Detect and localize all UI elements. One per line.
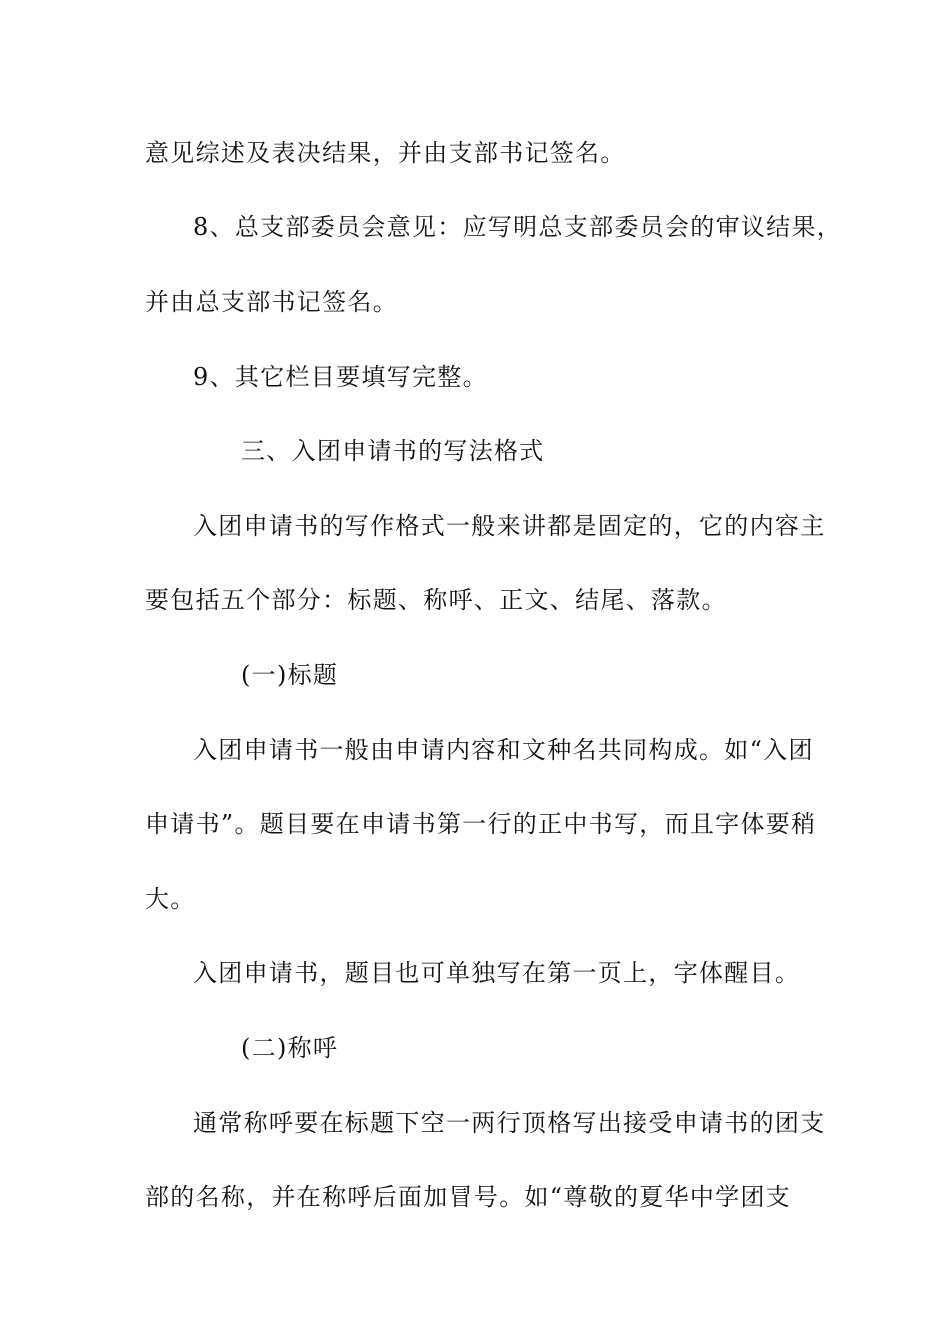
list-item-9: 9、其它栏目要填写完整。 <box>193 363 488 391</box>
body-text-line: 入团申请书一般由申请内容和文种名共同构成。如“入团 <box>193 736 814 764</box>
body-text-line: 申请书”。题目要在申请书第一行的正中书写，而且字体要稍 <box>145 810 817 838</box>
body-text-line: 要包括五个部分：标题、称呼、正文、结尾、落款。 <box>145 586 727 614</box>
body-text-line: 通常称呼要在标题下空一两行顶格写出接受申请书的团支 <box>193 1109 826 1137</box>
body-text-line: 大。 <box>145 885 196 913</box>
body-text-line: 入团申请书，题目也可单独写在第一页上，字体醒目。 <box>193 959 801 987</box>
body-text-line: 意见综述及表决结果，并由支部书记签名。 <box>145 139 626 167</box>
subsection-heading: (一)标题 <box>241 661 339 689</box>
body-text-line: 并由总支部书记签名。 <box>145 288 398 316</box>
body-text-line: 入团申请书的写作格式一般来讲都是固定的，它的内容主 <box>193 512 826 540</box>
body-text-line: 部的名称，并在称呼后面加冒号。如“尊敬的夏华中学团支 <box>145 1183 792 1211</box>
subsection-heading: (二)称呼 <box>241 1034 339 1062</box>
section-heading: 三、入团申请书的写法格式 <box>241 437 545 465</box>
list-item-8: 8、总支部委员会意见：应写明总支部委员会的审议结果， <box>193 213 843 241</box>
